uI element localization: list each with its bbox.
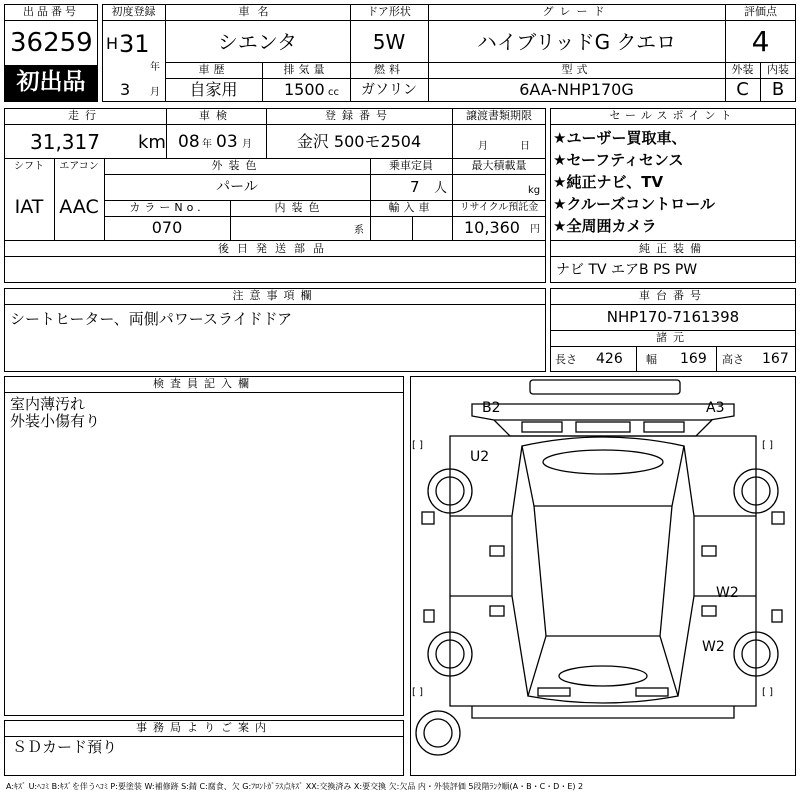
capacity: 7: [410, 178, 420, 196]
displacement-unit: cc: [328, 87, 339, 98]
length-label: 長さ: [555, 353, 577, 366]
damage-mark-w2-upper: W2: [716, 585, 739, 601]
length: 426: [596, 351, 623, 367]
door-type: 5W: [372, 30, 406, 54]
car-name: シエンタ: [217, 30, 298, 54]
ac: AAC: [59, 196, 99, 218]
grade: ハイブリッドG クエロ: [476, 30, 677, 54]
transfer-day-unit: 日: [520, 141, 530, 152]
office-label: 事務局よりご案内: [136, 721, 272, 734]
notes-label: 注意事項欄: [232, 289, 318, 302]
reg-no-label: 登録番号: [325, 109, 393, 122]
height: 167: [762, 351, 789, 367]
inspection-month: 03: [216, 132, 238, 152]
mileage: 31,317: [30, 130, 100, 154]
roof-rack-shape: [530, 380, 680, 394]
reg-year: 31: [119, 30, 150, 58]
lot-label: 出品番号: [23, 5, 79, 18]
equipment-label: 純正装備: [639, 242, 707, 255]
recycle-unit: 円: [530, 224, 540, 235]
car-diagram: [410, 376, 796, 776]
interior-grade: B: [771, 79, 785, 100]
recycle: 10,360: [464, 218, 520, 237]
cabin-shape: [522, 437, 684, 703]
capacity-unit: 人: [434, 181, 448, 196]
shift-label: シフト: [14, 161, 44, 172]
height-label: 高さ: [722, 353, 744, 366]
fuel-label: 燃料: [374, 63, 404, 76]
first-reg-label: 初度登録: [111, 5, 156, 18]
damage-mark-w2-lower: W2: [702, 639, 725, 655]
spare-wheel: [416, 711, 460, 755]
exterior-grade: C: [736, 79, 749, 100]
load-unit: kg: [528, 185, 541, 196]
shift: IAT: [14, 196, 44, 218]
reg-month-unit: 月: [150, 87, 160, 98]
int-color-label: 内装色: [274, 201, 326, 214]
bracket-left-1: [ ]: [412, 440, 423, 451]
sales-points-label: セールスポイント: [609, 109, 737, 122]
displacement-label: 排気量: [283, 63, 329, 76]
color-no: 070: [151, 218, 183, 237]
capacity-label: 乗車定員: [389, 159, 433, 172]
inspector-line-1: 室内薄汚れ: [10, 395, 86, 413]
reg-year-unit: 年: [150, 62, 160, 73]
bracket-right-2: [ ]: [762, 687, 773, 698]
grade-label: グレード: [542, 5, 611, 18]
office-note: ＳＤカード預り: [12, 738, 118, 756]
import-label: 輸入車: [388, 201, 434, 214]
fuel: ガソリン: [361, 82, 417, 98]
mileage-unit: km: [138, 132, 166, 153]
inspection-month-unit: 月: [242, 139, 252, 150]
front-bumper-shape: [472, 404, 734, 420]
ext-color-label: 外装色: [211, 159, 263, 172]
bracket-left-2: [ ]: [412, 687, 423, 698]
sales-point-3: ★純正ナビ、TV: [553, 173, 664, 191]
inspection-year-unit: 年: [202, 139, 212, 150]
transfer-label: 譲渡書類期限: [466, 109, 532, 122]
displacement: 1500: [284, 80, 325, 99]
era: H: [106, 34, 119, 53]
reg-no: 金沢 500モ2504: [296, 132, 422, 151]
exterior-label: 外装: [731, 63, 754, 76]
equipment: ナビ TV エアB PS PW: [556, 262, 698, 278]
lot-number: 36259: [10, 28, 93, 58]
sales-point-2: ★セーフティセンス: [553, 151, 684, 169]
transfer-month-unit: 月: [478, 141, 488, 152]
width-label: 幅: [646, 353, 657, 366]
sales-point-5: ★全周囲カメラ: [553, 217, 657, 235]
history: 自家用: [189, 80, 238, 99]
chassis-label: 車台番号: [639, 289, 707, 302]
model-label: 型式: [561, 63, 592, 76]
interior-label: 内装: [767, 63, 789, 76]
damage-mark-a3: A3: [706, 400, 725, 416]
color-no-label: カラーNo.: [129, 201, 205, 214]
ext-color: パール: [216, 179, 258, 195]
notes: シートヒーター、両側パワースライドドア: [10, 310, 293, 328]
inspector-line-2: 外装小傷有り: [10, 412, 101, 430]
model: 6AA-NHP170G: [519, 80, 634, 99]
bracket-right-1: [ ]: [762, 440, 773, 451]
damage-mark-u2: U2: [470, 449, 490, 465]
car-name-label: 車名: [238, 5, 277, 18]
inspection-year: 08: [178, 132, 200, 152]
ac-label: エアコン: [59, 161, 99, 172]
later-parts-label: 後日発送部品: [218, 242, 332, 255]
chassis-number: NHP170-7161398: [606, 308, 740, 326]
sales-point-4: ★クルーズコントロール: [553, 195, 715, 213]
history-label: 車歴: [198, 63, 229, 76]
rear-bumper-shape: [472, 706, 734, 718]
recycle-label: リサイクル預託金: [459, 202, 539, 213]
sales-point-1: ★ユーザー買取車、: [553, 129, 687, 147]
score-label: 評価点: [744, 5, 777, 18]
door-label: ドア形状: [367, 5, 411, 18]
load-label: 最大積載量: [471, 159, 527, 172]
reg-month: 3: [120, 80, 131, 99]
specs-label: 諸元: [656, 331, 690, 344]
mileage-label: 走行: [68, 109, 102, 122]
damage-mark-b2: B2: [482, 400, 501, 416]
inspection-label: 車検: [199, 109, 233, 122]
first-listing-text: 初出品: [16, 69, 86, 95]
width: 169: [680, 351, 707, 367]
legend: A:ｷｽﾞ U:ﾍｺﾐ B:ｷｽﾞを伴うﾍｺﾐ P:要塗装 W:補修跡 S:錆 C:腐食、欠 G:ﾌﾛﾝﾄｶﾞﾗｽ点ｷｽﾞ XX:交換済み X:要交換 欠:欠品 内・外装評価 5段階ﾗﾝｸ順(A・B・C・D・E) 2: [6, 782, 584, 791]
inspector-label: 検査員記入欄: [153, 377, 255, 390]
int-color-unit: 系: [354, 225, 364, 236]
score: 4: [751, 25, 770, 58]
